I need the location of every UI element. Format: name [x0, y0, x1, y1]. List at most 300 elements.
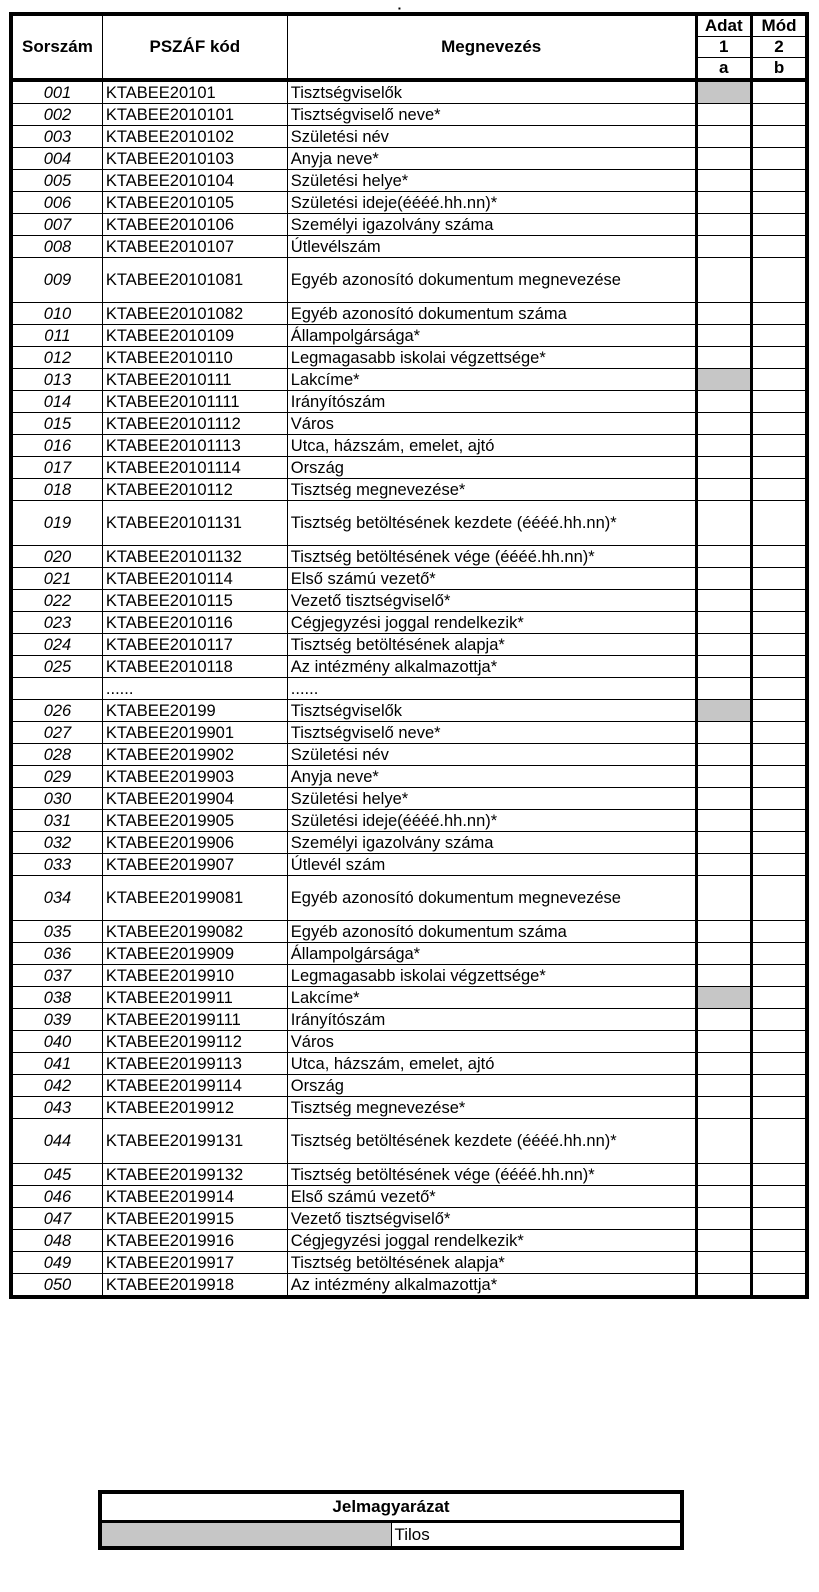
row-pszaf-code: KTABEE2010115 — [102, 590, 287, 612]
row-number: 024 — [11, 634, 102, 656]
row-mod-cell — [752, 700, 807, 722]
row-number: 015 — [11, 413, 102, 435]
row-mod-cell — [752, 413, 807, 435]
row-name: Útlevélszám — [287, 236, 696, 258]
row-pszaf-code: KTABEE20101112 — [102, 413, 287, 435]
row-adat-cell — [696, 1009, 751, 1031]
table-row — [11, 722, 807, 744]
row-adat-cell — [696, 236, 751, 258]
table-row — [11, 325, 807, 347]
row-mod-cell — [752, 744, 807, 766]
row-adat-cell — [696, 656, 751, 678]
row-pszaf-code: KTABEE2010109 — [102, 325, 287, 347]
row-pszaf-code: ...... — [102, 678, 287, 700]
row-pszaf-code: KTABEE2010116 — [102, 612, 287, 634]
row-name: Útlevél szám — [287, 854, 696, 876]
row-number: 021 — [11, 568, 102, 590]
row-mod-cell — [752, 391, 807, 413]
row-name: Személyi igazolvány száma — [287, 214, 696, 236]
row-name: Ország — [287, 457, 696, 479]
row-name: Az intézmény alkalmazottja* — [287, 656, 696, 678]
table-row — [11, 501, 807, 546]
table-row — [11, 1053, 807, 1075]
top-dot-mark: ▪ — [398, 4, 401, 13]
table-row — [11, 1252, 807, 1274]
row-adat-cell — [696, 634, 751, 656]
header-adat-number: 1 — [696, 37, 751, 58]
row-pszaf-code: KTABEE2010114 — [102, 568, 287, 590]
row-adat-cell — [696, 1053, 751, 1075]
row-pszaf-code: KTABEE2019915 — [102, 1208, 287, 1230]
row-mod-cell — [752, 347, 807, 369]
table-row — [11, 810, 807, 832]
row-adat-cell — [696, 258, 751, 303]
table-row — [11, 457, 807, 479]
row-pszaf-code: KTABEE2010112 — [102, 479, 287, 501]
row-pszaf-code: KTABEE20101113 — [102, 435, 287, 457]
row-pszaf-code: KTABEE2010107 — [102, 236, 287, 258]
row-pszaf-code: KTABEE2019902 — [102, 744, 287, 766]
row-pszaf-code: KTABEE2019911 — [102, 987, 287, 1009]
row-name: Állampolgársága* — [287, 943, 696, 965]
row-mod-cell — [752, 876, 807, 921]
row-adat-cell — [696, 788, 751, 810]
row-pszaf-code: KTABEE2019912 — [102, 1097, 287, 1119]
row-number: 028 — [11, 744, 102, 766]
row-pszaf-code: KTABEE20199111 — [102, 1009, 287, 1031]
row-number: 025 — [11, 656, 102, 678]
header-megnevezes: Megnevezés — [287, 14, 696, 80]
row-pszaf-code: KTABEE2019901 — [102, 722, 287, 744]
row-number: 001 — [11, 80, 102, 104]
row-adat-cell — [696, 347, 751, 369]
row-adat-cell — [696, 501, 751, 546]
row-number: 014 — [11, 391, 102, 413]
row-number: 013 — [11, 369, 102, 391]
row-pszaf-code: KTABEE20101132 — [102, 546, 287, 568]
row-mod-cell — [752, 854, 807, 876]
table-row — [11, 1230, 807, 1252]
row-mod-cell — [752, 678, 807, 700]
row-number: 029 — [11, 766, 102, 788]
row-name: Születési helye* — [287, 170, 696, 192]
row-pszaf-code: KTABEE2010104 — [102, 170, 287, 192]
table-row — [11, 170, 807, 192]
row-adat-cell — [696, 854, 751, 876]
row-adat-cell — [696, 612, 751, 634]
row-number: 034 — [11, 876, 102, 921]
row-name: Anyja neve* — [287, 148, 696, 170]
row-mod-cell — [752, 921, 807, 943]
row-adat-cell — [696, 170, 751, 192]
row-pszaf-code: KTABEE20199112 — [102, 1031, 287, 1053]
row-adat-cell — [696, 479, 751, 501]
row-mod-cell — [752, 634, 807, 656]
row-adat-cell — [696, 876, 751, 921]
row-number: 031 — [11, 810, 102, 832]
table-row — [11, 590, 807, 612]
row-number: 049 — [11, 1252, 102, 1274]
row-name: Személyi igazolvány száma — [287, 832, 696, 854]
row-number: 027 — [11, 722, 102, 744]
legend-forbidden-swatch — [100, 1522, 391, 1549]
row-adat-cell — [696, 1075, 751, 1097]
row-number: 033 — [11, 854, 102, 876]
row-adat-cell — [696, 921, 751, 943]
row-mod-cell — [752, 656, 807, 678]
row-name: Tisztség betöltésének alapja* — [287, 1252, 696, 1274]
row-name: Város — [287, 1031, 696, 1053]
row-name: Tisztség betöltésének kezdete (éééé.hh.nn)* — [287, 501, 696, 546]
row-adat-cell — [696, 590, 751, 612]
row-number: 007 — [11, 214, 102, 236]
row-number: 030 — [11, 788, 102, 810]
row-number: 046 — [11, 1186, 102, 1208]
row-adat-cell — [696, 1031, 751, 1053]
legend-table — [98, 1490, 684, 1550]
row-name: Születési ideje(éééé.hh.nn)* — [287, 192, 696, 214]
table-row — [11, 634, 807, 656]
row-mod-cell — [752, 1119, 807, 1164]
row-adat-cell — [696, 987, 751, 1009]
row-name: Tisztségviselők — [287, 700, 696, 722]
row-mod-cell — [752, 258, 807, 303]
row-name: Születési név — [287, 126, 696, 148]
row-adat-cell — [696, 457, 751, 479]
table-row — [11, 832, 807, 854]
row-adat-cell — [696, 148, 751, 170]
row-pszaf-code: KTABEE20199081 — [102, 876, 287, 921]
row-mod-cell — [752, 457, 807, 479]
row-adat-cell — [696, 369, 751, 391]
row-number: 002 — [11, 104, 102, 126]
row-pszaf-code: KTABEE2019916 — [102, 1230, 287, 1252]
row-pszaf-code: KTABEE2010101 — [102, 104, 287, 126]
row-adat-cell — [696, 744, 751, 766]
header-mod-letter: b — [752, 58, 807, 81]
row-mod-cell — [752, 612, 807, 634]
table-row — [11, 148, 807, 170]
row-name: Irányítószám — [287, 1009, 696, 1031]
table-row — [11, 126, 807, 148]
header-sorszam: Sorszám — [11, 14, 102, 80]
row-mod-cell — [752, 214, 807, 236]
row-name: ...... — [287, 678, 696, 700]
row-number: 020 — [11, 546, 102, 568]
row-mod-cell — [752, 1252, 807, 1274]
row-adat-cell — [696, 325, 751, 347]
row-mod-cell — [752, 1075, 807, 1097]
table-row — [11, 104, 807, 126]
row-adat-cell — [696, 1230, 751, 1252]
table-row — [11, 1009, 807, 1031]
table-row — [11, 921, 807, 943]
table-row — [11, 546, 807, 568]
row-pszaf-code: KTABEE2019914 — [102, 1186, 287, 1208]
row-number: 019 — [11, 501, 102, 546]
table-row — [11, 369, 807, 391]
row-number: 005 — [11, 170, 102, 192]
row-name: Egyéb azonosító dokumentum száma — [287, 921, 696, 943]
row-pszaf-code: KTABEE2010105 — [102, 192, 287, 214]
table-row — [11, 435, 807, 457]
header-adat: Adat — [696, 14, 751, 37]
row-mod-cell — [752, 170, 807, 192]
row-name: Első számú vezető* — [287, 568, 696, 590]
row-name: Tisztség betöltésének vége (éééé.hh.nn)* — [287, 1164, 696, 1186]
row-name: Cégjegyzési joggal rendelkezik* — [287, 612, 696, 634]
row-adat-cell — [696, 568, 751, 590]
row-adat-cell — [696, 943, 751, 965]
row-pszaf-code: KTABEE20101114 — [102, 457, 287, 479]
table-row — [11, 1186, 807, 1208]
row-mod-cell — [752, 192, 807, 214]
row-mod-cell — [752, 1230, 807, 1252]
table-row — [11, 678, 807, 700]
row-number: 011 — [11, 325, 102, 347]
row-pszaf-code: KTABEE20101081 — [102, 258, 287, 303]
row-name: Ország — [287, 1075, 696, 1097]
row-number: 012 — [11, 347, 102, 369]
row-name: Lakcíme* — [287, 369, 696, 391]
row-name: Tisztség betöltésének vége (éééé.hh.nn)* — [287, 546, 696, 568]
row-mod-cell — [752, 766, 807, 788]
table-row — [11, 80, 807, 104]
row-mod-cell — [752, 1053, 807, 1075]
row-name: Születési helye* — [287, 788, 696, 810]
header-pszaf-kod: PSZÁF kód — [102, 14, 287, 80]
row-number: 032 — [11, 832, 102, 854]
row-number: 016 — [11, 435, 102, 457]
row-mod-cell — [752, 303, 807, 325]
header-mod: Mód — [752, 14, 807, 37]
table-row — [11, 214, 807, 236]
row-mod-cell — [752, 546, 807, 568]
row-adat-cell — [696, 80, 751, 104]
row-pszaf-code: KTABEE20101131 — [102, 501, 287, 546]
row-name: Egyéb azonosító dokumentum megnevezése — [287, 876, 696, 921]
row-pszaf-code: KTABEE2019909 — [102, 943, 287, 965]
row-mod-cell — [752, 590, 807, 612]
row-number: 044 — [11, 1119, 102, 1164]
row-name: Tisztségviselő neve* — [287, 104, 696, 126]
row-mod-cell — [752, 435, 807, 457]
row-adat-cell — [696, 192, 751, 214]
table-row — [11, 656, 807, 678]
row-number: 023 — [11, 612, 102, 634]
row-pszaf-code: KTABEE20199082 — [102, 921, 287, 943]
legend-forbidden-label: Tilos — [394, 1524, 430, 1544]
row-adat-cell — [696, 1119, 751, 1164]
row-name: Irányítószám — [287, 391, 696, 413]
row-mod-cell — [752, 104, 807, 126]
row-adat-cell — [696, 413, 751, 435]
row-pszaf-code: KTABEE20199 — [102, 700, 287, 722]
row-mod-cell — [752, 1186, 807, 1208]
row-number: 048 — [11, 1230, 102, 1252]
row-adat-cell — [696, 722, 751, 744]
row-pszaf-code: KTABEE2019906 — [102, 832, 287, 854]
row-name: Születési ideje(éééé.hh.nn)* — [287, 810, 696, 832]
row-adat-cell — [696, 126, 751, 148]
row-mod-cell — [752, 810, 807, 832]
row-pszaf-code: KTABEE2019905 — [102, 810, 287, 832]
row-adat-cell — [696, 214, 751, 236]
row-pszaf-code: KTABEE2010102 — [102, 126, 287, 148]
table-row — [11, 192, 807, 214]
row-adat-cell — [696, 810, 751, 832]
row-number: 045 — [11, 1164, 102, 1186]
row-adat-cell — [696, 546, 751, 568]
row-name: Tisztség megnevezése* — [287, 1097, 696, 1119]
row-pszaf-code: KTABEE2019917 — [102, 1252, 287, 1274]
row-number: 026 — [11, 700, 102, 722]
row-name: Tisztségviselők — [287, 80, 696, 104]
table-row — [11, 1097, 807, 1119]
table-row — [11, 568, 807, 590]
row-pszaf-code: KTABEE20101 — [102, 80, 287, 104]
row-pszaf-code: KTABEE2010106 — [102, 214, 287, 236]
row-mod-cell — [752, 788, 807, 810]
row-mod-cell — [752, 1009, 807, 1031]
row-mod-cell — [752, 1208, 807, 1230]
table-row — [11, 612, 807, 634]
row-number: 036 — [11, 943, 102, 965]
row-name: Cégjegyzési joggal rendelkezik* — [287, 1230, 696, 1252]
row-adat-cell — [696, 766, 751, 788]
row-mod-cell — [752, 568, 807, 590]
row-name: Egyéb azonosító dokumentum megnevezése — [287, 258, 696, 303]
row-mod-cell — [752, 987, 807, 1009]
row-number — [11, 678, 102, 700]
table-row — [11, 1031, 807, 1053]
table-row — [11, 303, 807, 325]
table-row — [11, 1208, 807, 1230]
row-name: Születési név — [287, 744, 696, 766]
table-row — [11, 413, 807, 435]
row-number: 017 — [11, 457, 102, 479]
row-number: 003 — [11, 126, 102, 148]
row-adat-cell — [696, 303, 751, 325]
row-adat-cell — [696, 1252, 751, 1274]
row-adat-cell — [696, 391, 751, 413]
row-name: Utca, házszám, emelet, ajtó — [287, 435, 696, 457]
row-number: 050 — [11, 1274, 102, 1298]
legend-title: Jelmagyarázat — [100, 1492, 682, 1522]
row-mod-cell — [752, 965, 807, 987]
row-name: Legmagasabb iskolai végzettsége* — [287, 347, 696, 369]
row-pszaf-code: KTABEE2019907 — [102, 854, 287, 876]
row-number: 010 — [11, 303, 102, 325]
row-name: Tisztség betöltésének alapja* — [287, 634, 696, 656]
row-adat-cell — [696, 678, 751, 700]
table-row — [11, 347, 807, 369]
row-mod-cell — [752, 722, 807, 744]
row-mod-cell — [752, 479, 807, 501]
row-name: Legmagasabb iskolai végzettsége* — [287, 965, 696, 987]
row-name: Vezető tisztségviselő* — [287, 1208, 696, 1230]
row-name: Tisztségviselő neve* — [287, 722, 696, 744]
row-mod-cell — [752, 148, 807, 170]
row-number: 035 — [11, 921, 102, 943]
row-pszaf-code: KTABEE2019910 — [102, 965, 287, 987]
table-row — [11, 965, 807, 987]
table-row — [11, 943, 807, 965]
row-pszaf-code: KTABEE2010111 — [102, 369, 287, 391]
row-adat-cell — [696, 832, 751, 854]
table-row — [11, 766, 807, 788]
row-number: 047 — [11, 1208, 102, 1230]
row-adat-cell — [696, 1164, 751, 1186]
row-name: Lakcíme* — [287, 987, 696, 1009]
row-number: 043 — [11, 1097, 102, 1119]
row-pszaf-code: KTABEE20199114 — [102, 1075, 287, 1097]
row-pszaf-code: KTABEE2019918 — [102, 1274, 287, 1298]
row-mod-cell — [752, 80, 807, 104]
row-pszaf-code: KTABEE20101082 — [102, 303, 287, 325]
row-name: Tisztség betöltésének kezdete (éééé.hh.nn)* — [287, 1119, 696, 1164]
row-number: 040 — [11, 1031, 102, 1053]
row-pszaf-code: KTABEE2010103 — [102, 148, 287, 170]
row-name: Vezető tisztségviselő* — [287, 590, 696, 612]
table-row — [11, 258, 807, 303]
row-number: 038 — [11, 987, 102, 1009]
row-number: 008 — [11, 236, 102, 258]
row-mod-cell — [752, 126, 807, 148]
row-name: Első számú vezető* — [287, 1186, 696, 1208]
row-mod-cell — [752, 1274, 807, 1298]
table-row — [11, 236, 807, 258]
row-name: Állampolgársága* — [287, 325, 696, 347]
table-row — [11, 744, 807, 766]
row-number: 006 — [11, 192, 102, 214]
row-mod-cell — [752, 943, 807, 965]
row-adat-cell — [696, 965, 751, 987]
row-adat-cell — [696, 1274, 751, 1298]
row-pszaf-code: KTABEE2010110 — [102, 347, 287, 369]
row-mod-cell — [752, 1031, 807, 1053]
row-adat-cell — [696, 1208, 751, 1230]
row-pszaf-code: KTABEE20199113 — [102, 1053, 287, 1075]
row-pszaf-code: KTABEE2010118 — [102, 656, 287, 678]
table-row — [11, 1164, 807, 1186]
row-name: Város — [287, 413, 696, 435]
table-body — [11, 80, 807, 1297]
row-number: 042 — [11, 1075, 102, 1097]
row-pszaf-code: KTABEE20101111 — [102, 391, 287, 413]
table-row — [11, 1075, 807, 1097]
row-pszaf-code: KTABEE2010117 — [102, 634, 287, 656]
row-adat-cell — [696, 1097, 751, 1119]
table-row — [11, 854, 807, 876]
row-mod-cell — [752, 832, 807, 854]
row-number: 041 — [11, 1053, 102, 1075]
row-mod-cell — [752, 1097, 807, 1119]
row-mod-cell — [752, 369, 807, 391]
row-mod-cell — [752, 325, 807, 347]
row-name: Egyéb azonosító dokumentum száma — [287, 303, 696, 325]
row-pszaf-code: KTABEE20199131 — [102, 1119, 287, 1164]
row-number: 009 — [11, 258, 102, 303]
table-row — [11, 479, 807, 501]
row-name: Az intézmény alkalmazottja* — [287, 1274, 696, 1298]
row-number: 018 — [11, 479, 102, 501]
row-pszaf-code: KTABEE2019903 — [102, 766, 287, 788]
table-row — [11, 987, 807, 1009]
row-number: 004 — [11, 148, 102, 170]
header-mod-number: 2 — [752, 37, 807, 58]
table-row — [11, 700, 807, 722]
